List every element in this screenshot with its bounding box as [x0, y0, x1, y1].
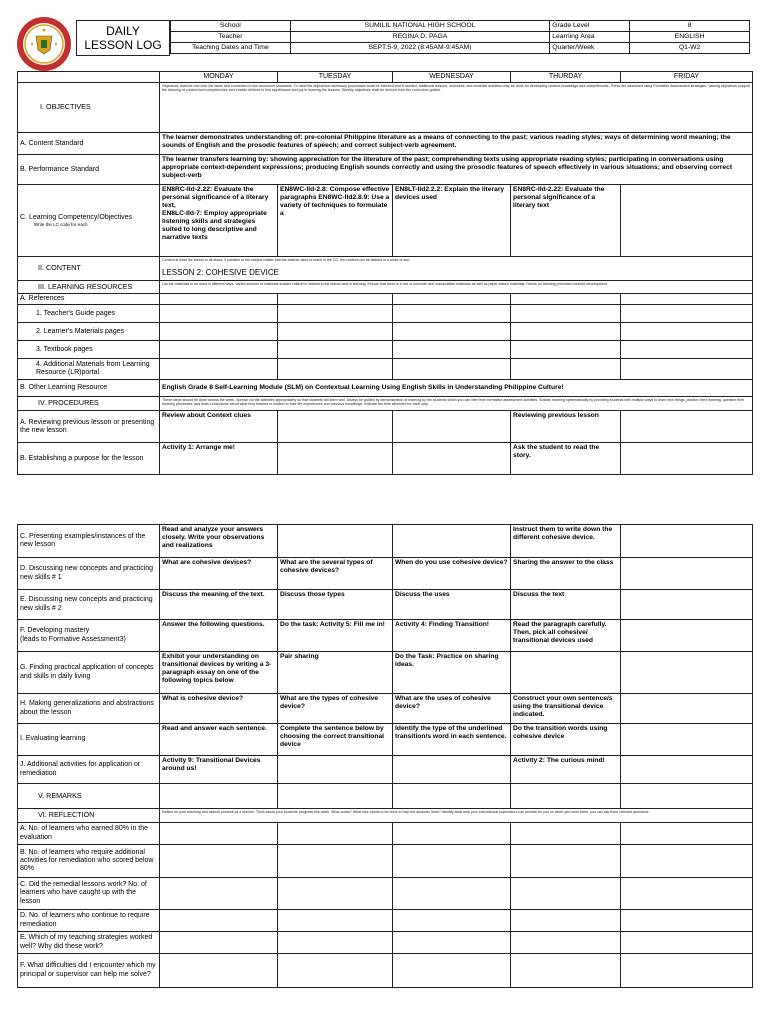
procedure-row: [18, 652, 753, 694]
procedure-label: B. Establishing a purpose for the lesson: [18, 443, 160, 475]
procedure-row: [18, 411, 753, 443]
info-value: Q1-W2: [630, 43, 750, 54]
competency-label-cell: [18, 185, 160, 257]
content-heading: II. CONTENT: [18, 257, 160, 281]
learning-resources-note: List the materials to be used in different days. Varied sources of materials sustain children's interest in the lesson and in learning. Ensure that there is a mix of concrete and manipulative materials as well as paper-based materials. Hands-on learning promotes concept development.: [160, 281, 753, 294]
title-line-2: LESSON LOG: [84, 38, 162, 52]
reflection-item-label: F. What difficulties did I encounter which my principal or supervisor can help me solve?: [18, 954, 160, 988]
content-cell: [160, 257, 753, 281]
procedure-cell: [621, 652, 753, 694]
content-note: Content is what the lesson is all about. It pertains to the subject matter that the teacher aims to teach in the CG, the content can be tackled in a week or two.: [162, 258, 411, 263]
resource-row: [18, 323, 753, 341]
procedure-cell: Ask the student to read the story.: [511, 443, 621, 475]
procedure-cell: Complete the sentence below by choosing the correct transitional device: [278, 724, 393, 756]
procedure-cell: [621, 411, 753, 443]
info-label: Teaching Dates and Time: [171, 43, 291, 54]
procedure-cell: Do the Task: Practice on sharing ideas.: [393, 652, 511, 694]
info-row-dates: [171, 43, 750, 54]
resource-label: 4. Additional Materials from Learning Resource (LR)portal: [18, 359, 160, 380]
performance-standard-text: The learner transfers learning by: showing appreciation for the literature of the past; comprehending texts using appropriate reading styles; participating in conversations using appropriate context-dependent expressions; producing English sounds correctly and using the prosodic features of speech effectively in various situations; and observing correct subject-verb: [160, 155, 753, 185]
procedure-cell: [621, 558, 753, 590]
content-standard-label: A. Content Standard: [18, 133, 160, 155]
info-row-school: [171, 21, 750, 32]
header-info-table: [170, 20, 750, 54]
procedure-cell: Construct your own sentence/s using the transitional device indicated.: [511, 694, 621, 724]
procedure-cell: [393, 756, 511, 784]
procedure-label: E. Discussing new concepts and practicing new skills # 2: [18, 590, 160, 620]
days-header-row: [18, 72, 753, 83]
reflection-item-row: [18, 954, 753, 988]
other-resource-row: [18, 380, 753, 397]
procedure-cell: Instruct them to write down the different cohesive device.: [511, 525, 621, 558]
procedure-cell: [621, 620, 753, 652]
procedure-cell: Discuss those types: [278, 590, 393, 620]
lesson-log-table-page-2: [17, 524, 753, 988]
procedure-row: [18, 694, 753, 724]
other-resource-label: B. Other Learning Resource: [18, 380, 160, 397]
objectives-heading: I. OBJECTIVES: [18, 83, 160, 133]
lesson-log-title: [76, 20, 170, 56]
reflection-item-row: [18, 823, 753, 845]
objectives-note: Objectives must be met over the week and connected to the curriculum standards. To meet the objectives necessary procedures must be followed and if needed, additional lessons, exercises, and remedial activities may be done for developing content knowledge and competencies. These are assessed using Formative Assessment strategies. Valuing objectives support the learning of content and competencies and enable children to find significance and joy in learning the lessons. Weekly objectives shall be derived from the curriculum guides.: [160, 83, 753, 133]
learning-resources-heading: III. LEARNING RESOURCES: [18, 281, 160, 294]
procedure-cell: Discuss the uses: [393, 590, 511, 620]
day-tuesday: TUESDAY: [278, 72, 393, 83]
procedure-cell: Discuss the text: [511, 590, 621, 620]
procedure-label: A. Reviewing previous lesson or presenting the new lesson: [18, 411, 160, 443]
reflection-item-row: [18, 910, 753, 932]
procedure-label: D. Discussing new concepts and practicing new skills # 1: [18, 558, 160, 590]
day-friday: FRIDAY: [621, 72, 753, 83]
procedure-cell: [278, 411, 393, 443]
day-thursday: THURDAY: [511, 72, 621, 83]
content-row: [18, 257, 753, 281]
day-wednesday: WEDNESDAY: [393, 72, 511, 83]
reflection-item-row: [18, 878, 753, 910]
lesson-title: LESSON 2: COHESIVE DEVICE: [162, 268, 279, 278]
objectives-row: [18, 83, 753, 133]
resource-label: 2. Learner's Materials pages: [18, 323, 160, 341]
procedure-cell: Read and analyze your answers closely. Write your observations and realizations: [160, 525, 278, 558]
procedure-cell: What are cohesive devices?: [160, 558, 278, 590]
info-value: SEPT.5-9, 2022 (8:45AM-9:45AM): [290, 43, 549, 54]
competency-thursday: EN8RC-IId-2.22: Evaluate the personal significance of a literary text: [511, 185, 621, 257]
procedure-cell: [278, 443, 393, 475]
procedure-cell: Activity 2: The curious mind!: [511, 756, 621, 784]
procedure-cell: Read and answer each sentence.: [160, 724, 278, 756]
procedure-cell: What are the uses of cohesive device?: [393, 694, 511, 724]
day-monday: MONDAY: [160, 72, 278, 83]
school-seal-logo: [16, 16, 72, 72]
info-label: School: [171, 21, 291, 32]
procedure-cell: [621, 590, 753, 620]
procedure-label: I. Evaluating learning: [18, 724, 160, 756]
procedure-row: [18, 443, 753, 475]
resource-label: 1. Teacher's Guide pages: [18, 305, 160, 323]
procedure-cell: Activity 4: Finding Transition!: [393, 620, 511, 652]
resource-label: 3. Textbook pages: [18, 341, 160, 359]
reflection-item-label: D. No. of learners who continue to require remediation: [18, 910, 160, 932]
procedure-cell: [278, 525, 393, 558]
content-standard-text: The learner demonstrates understanding of: pre-colonial Philippine literature as a means of connecting to the past; various reading styles; ways of determining word meaning; the sounds of English and the prosodic features of speech; and correct subject-verb agreement.: [160, 133, 753, 155]
procedure-cell: Discuss the meaning of the text.: [160, 590, 278, 620]
procedure-row: [18, 756, 753, 784]
procedure-cell: [393, 443, 511, 475]
competency-sub: Write the LC code for each.: [34, 221, 89, 227]
lesson-log-table-page-1: [17, 71, 753, 475]
procedure-cell: Pair sharing: [278, 652, 393, 694]
content-standard-row: [18, 133, 753, 155]
procedure-cell: Do the transition words using cohesive device: [511, 724, 621, 756]
competency-monday: EN8RC-IId-2.22: Evaluate the personal significance of a literary text, EN8LC-IId-7: Employ appropriate listening skills and strategies suited to long descriptive and narrative texts: [160, 185, 278, 257]
info-label: Grade Level: [550, 21, 630, 32]
info-label: Teacher: [171, 32, 291, 43]
procedure-row: [18, 558, 753, 590]
learning-resources-row: [18, 281, 753, 294]
remarks-heading: V. REMARKS: [18, 784, 160, 809]
procedure-cell: [621, 525, 753, 558]
info-value: REGINA D. PAGA: [290, 32, 549, 43]
info-value: SUMILIL NATIONAL HIGH SCHOOL: [290, 21, 549, 32]
competency-row: [18, 185, 753, 257]
procedure-cell: [621, 694, 753, 724]
title-line-1: DAILY: [106, 24, 140, 38]
competency-wednesday: EN8LT-IId2.2.2: Explain the literary devices used: [393, 185, 511, 257]
procedure-label: H. Making generalizations and abstractions about the lesson: [18, 694, 160, 724]
procedure-cell: [278, 756, 393, 784]
procedure-cell: [511, 652, 621, 694]
info-label: Learning Area: [550, 32, 630, 43]
remarks-row: [18, 784, 753, 809]
procedure-cell: Activity 1: Arrange me!: [160, 443, 278, 475]
procedure-row: [18, 525, 753, 558]
info-row-teacher: [171, 32, 750, 43]
procedure-cell: What are the types of cohesive device?: [278, 694, 393, 724]
references-label: A. References: [18, 294, 160, 305]
procedure-cell: [621, 443, 753, 475]
procedure-cell: Answer the following questions.: [160, 620, 278, 652]
competency-friday: [621, 185, 753, 257]
procedure-cell: [621, 756, 753, 784]
procedure-cell: Activity 9: Transitional Devices around us!: [160, 756, 278, 784]
procedure-label: J. Additional activities for application or remediation: [18, 756, 160, 784]
procedure-cell: What are the several types of cohesive devices?: [278, 558, 393, 590]
procedures-heading: IV. PROCEDURES: [18, 397, 160, 411]
procedure-cell: Read the paragraph carefully. Then, pick all cohesive/ transitional devices used: [511, 620, 621, 652]
competency-label: C. Learning Competency/Objectives: [20, 213, 133, 221]
reflection-item-row: [18, 932, 753, 954]
resource-row: [18, 305, 753, 323]
procedure-cell: Exhibit your understanding on transitional devices by writing a 3- paragraph essay on one of the following topics below: [160, 652, 278, 694]
reflection-item-row: [18, 845, 753, 878]
info-value: 8: [630, 21, 750, 32]
procedure-cell: What is cohesive device?: [160, 694, 278, 724]
procedure-row: [18, 590, 753, 620]
procedure-cell: Reviewing previous lesson: [511, 411, 621, 443]
other-resource-text: English Grade 8 Self-Learning Module (SLM) on Contextual Learning Using English Skills in Understanding Philippine Culture!: [160, 380, 753, 397]
blank-cell: [18, 72, 160, 83]
reflection-item-label: A. No. of learners who earned 80% in the evaluation: [18, 823, 160, 845]
info-value: ENGLISH: [630, 32, 750, 43]
procedure-cell: Review about Context clues: [160, 411, 278, 443]
reflection-item-label: E. Which of my teaching strategies worked well? Why did these work?: [18, 932, 160, 954]
procedure-cell: Sharing the answer to the class: [511, 558, 621, 590]
procedure-row: [18, 724, 753, 756]
procedures-row: [18, 397, 753, 411]
procedure-row: [18, 620, 753, 652]
reflection-item-label: B. No. of learners who require additional activities for remediation who scored below 80%: [18, 845, 160, 878]
procedure-cell: [393, 525, 511, 558]
reflection-note: Reflect on your teaching and assess yourself as a teacher. Think about your students' progress this week. What works? What else needs to be done to help the students learn? Identify what help your instructional supervisors can provide for you so when you meet them, you can ask them relevant questions.: [160, 809, 753, 823]
procedure-label: G. Finding practical application of concepts and skills in daily living: [18, 652, 160, 694]
info-label: Quarter/Week: [550, 43, 630, 54]
procedure-label: C. Presenting examples/instances of the new lesson: [18, 525, 160, 558]
procedure-cell: Do the task: Activity 5: Fill me in!: [278, 620, 393, 652]
procedure-cell: [621, 724, 753, 756]
resource-row: [18, 341, 753, 359]
procedures-note: These steps should be done across the week. Spread out the activities appropriately so that students will learn well. Always be guided by demonstration of learning by the students which you can infer from formative assessment activities. Sustain learning systematically by providing students with multiple ways to learn new things, practice their learning, question their learning processes, and draw conclusions about what they learned in relation to their life experiences and previous knowledge. Indicate the time allotment for each step.: [160, 397, 753, 411]
procedure-cell: Identify the type of the underlined transition/s word in each sentence.: [393, 724, 511, 756]
procedure-cell: When do you use cohesive device?: [393, 558, 511, 590]
performance-standard-label: B. Performance Standard: [18, 155, 160, 185]
procedure-label: F. Developing mastery (leads to Formative Assessment3): [18, 620, 160, 652]
reflection-item-label: C. Did the remedial lessons work? No. of learners who have caught up with the lesson: [18, 878, 160, 910]
reflection-row: [18, 809, 753, 823]
reflection-heading: VI. REFLECTION: [18, 809, 160, 823]
procedure-cell: [393, 411, 511, 443]
resource-row: [18, 359, 753, 380]
performance-standard-row: [18, 155, 753, 185]
competency-tuesday: EN8WC-IId-2.8: Compose effective paragraphs EN8WC-IId2.8.9: Use a variety of techniques to formulate a: [278, 185, 393, 257]
references-row: [18, 294, 753, 305]
